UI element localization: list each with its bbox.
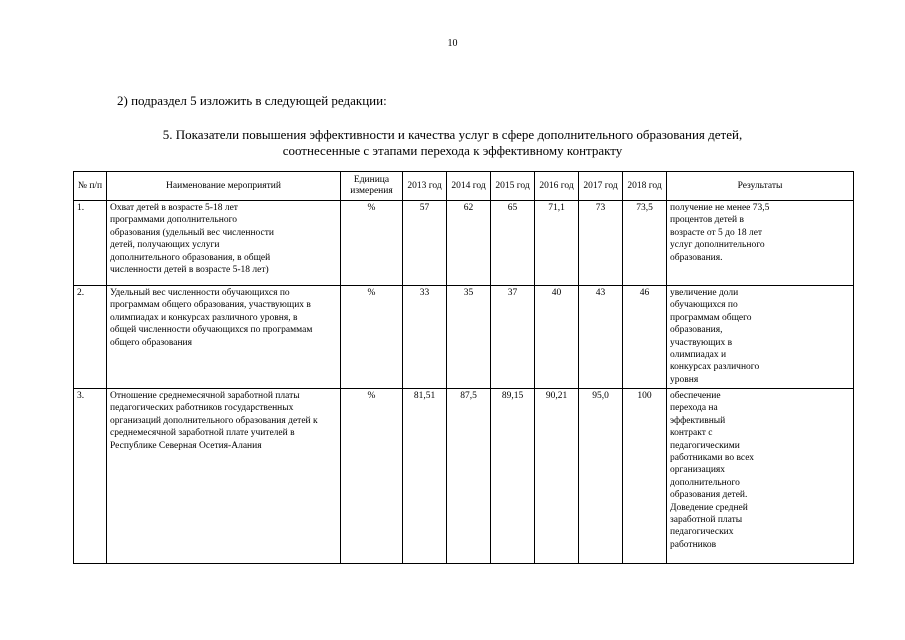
header-name: Наименование мероприятий [107,172,341,201]
row-name [107,286,341,389]
row-value-2018: 73,5 [623,201,667,286]
row-name-text: Отношение среднемесячной заработной платы педагогических работников государственных организаций дополнительного образования детей к среднемесячной заработной плате учителей в Республике Северная Осетия-Алания [110,391,318,451]
row-value-2016: 71,1 [535,201,579,286]
row-results [667,286,854,389]
row-value-2015: 37 [491,286,535,389]
row-results [667,389,854,564]
header-2014: 2014 год [447,172,491,201]
row-name-text: Удельный вес численности обучающихся по программам общего образования, участвующих в олимпиадах и конкурсах различного уровня, в общей численности обучающихся по программам общего образования [110,288,313,348]
row-value-2018: 100 [623,389,667,564]
row-results [667,201,854,286]
row-unit: % [341,389,403,564]
row-num: 1. [74,201,107,286]
row-results-text: обеспечение перехода на эффективный контракт с педагогическими работниками во всех организациях дополнительного образования детей. Доведение средней заработной платы педагогических работников [670,391,755,550]
row-results-text: получение не менее 73,5 процентов детей в возрасте от 5 до 18 лет услуг дополнительного образования. [670,203,770,263]
row-value-2014: 35 [447,286,491,389]
indicators-table [73,171,854,564]
row-value-2017: 43 [579,286,623,389]
section-heading [0,127,905,159]
header-results: Результаты [667,172,854,201]
row-name [107,389,341,564]
table-row [74,389,854,564]
table-header-row [74,172,854,201]
row-value-2014: 87,5 [447,389,491,564]
page-number: 10 [447,38,458,49]
row-value-2017: 95,0 [579,389,623,564]
header-2018: 2018 год [623,172,667,201]
row-value-2016: 40 [535,286,579,389]
row-unit: % [341,286,403,389]
heading-line-1: 5. Показатели повышения эффективности и качества услуг в сфере дополнительного образования детей, [162,127,743,142]
row-value-2018: 46 [623,286,667,389]
row-unit: % [341,201,403,286]
header-2017: 2017 год [579,172,623,201]
row-results-text: увеличение доли обучающихся по программам общего образования, участвующих в олимпиадах и конкурсах различного уровня [670,288,760,385]
row-num: 2. [74,286,107,389]
header-2013: 2013 год [403,172,447,201]
header-2015: 2015 год [491,172,535,201]
row-value-2013: 33 [403,286,447,389]
row-num: 3. [74,389,107,564]
row-value-2013: 57 [403,201,447,286]
row-value-2015: 89,15 [491,389,535,564]
row-value-2016: 90,21 [535,389,579,564]
row-value-2013: 81,51 [403,389,447,564]
header-num: № п/п [74,172,107,201]
row-value-2017: 73 [579,201,623,286]
row-name [107,201,341,286]
row-value-2015: 65 [491,201,535,286]
table-row [74,286,854,389]
header-2016: 2016 год [535,172,579,201]
table-row [74,201,854,286]
intro-text: 2) подраздел 5 изложить в следующей редакции: [117,93,387,108]
row-name-text: Охват детей в возрасте 5-18 лет программами дополнительного образования (удельный вес численности детей, получающих услуги дополнительного образования, в общей численности детей в возрасте 5-18 лет) [110,203,274,276]
header-unit: Единица измерения [341,172,403,201]
heading-line-2: соотнесенные с этапами перехода к эффективному контракту [282,143,623,158]
row-value-2014: 62 [447,201,491,286]
